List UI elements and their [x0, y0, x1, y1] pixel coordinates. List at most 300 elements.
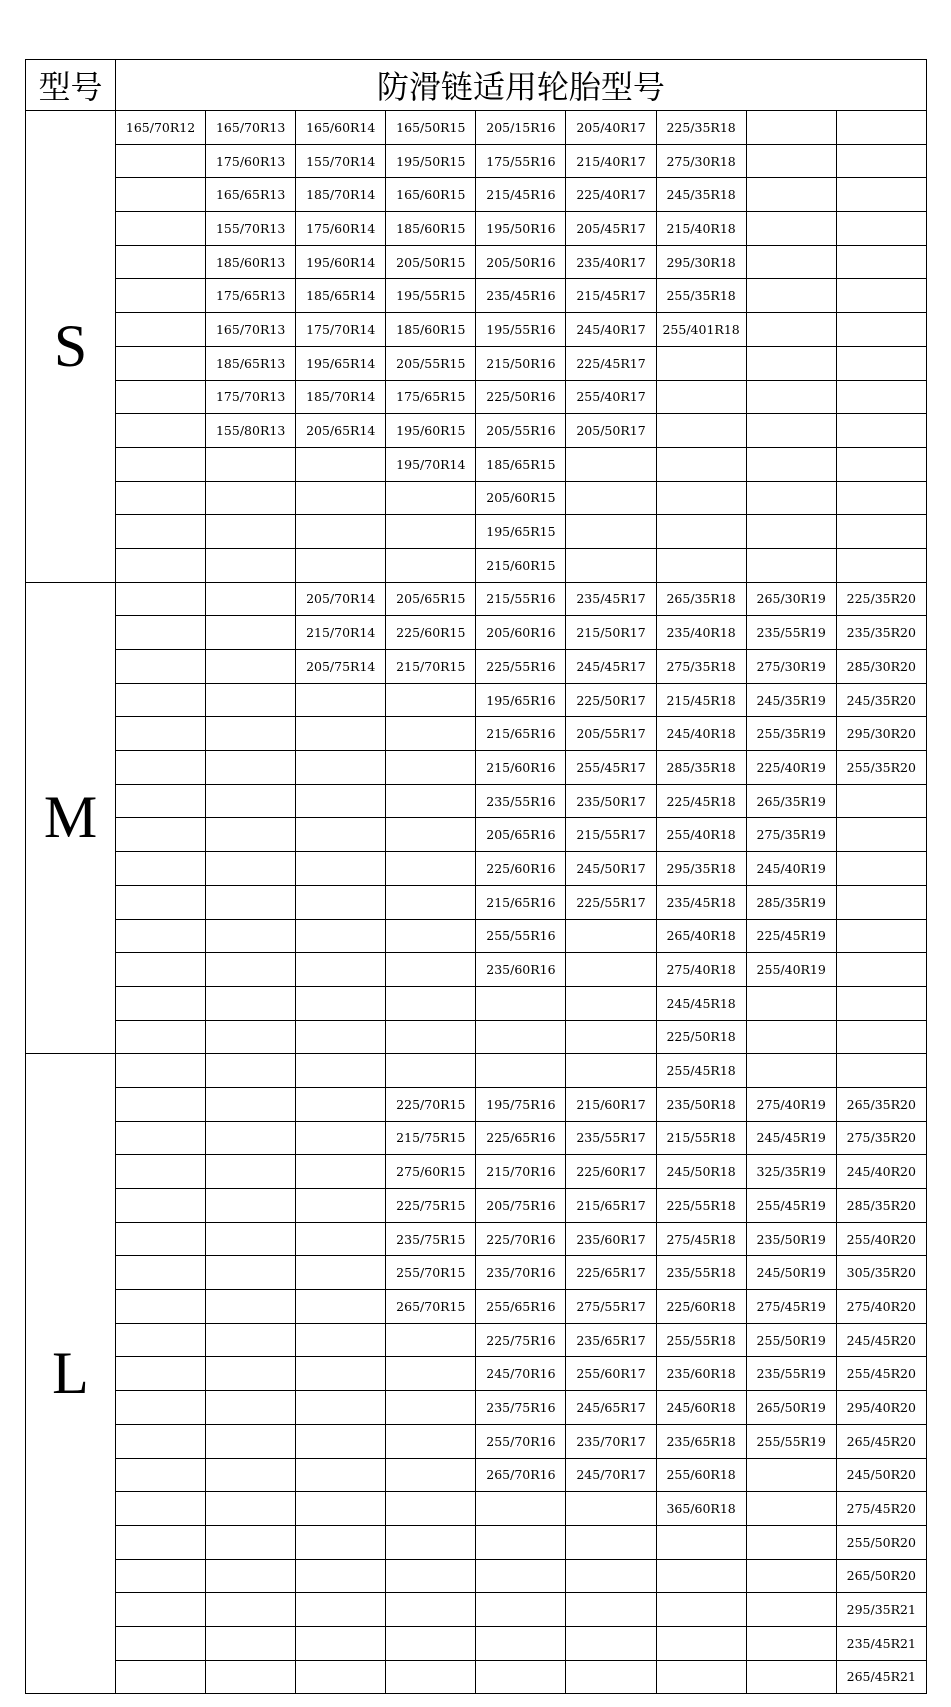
- tire-size-cell: 215/45R18: [656, 683, 746, 717]
- tire-size-cell: [296, 953, 386, 987]
- tire-size-cell: [206, 1087, 296, 1121]
- tire-size-cell: [206, 1626, 296, 1660]
- tire-size-cell: 255/45R17: [566, 751, 656, 785]
- tire-size-cell: [296, 784, 386, 818]
- tire-size-cell: [656, 1525, 746, 1559]
- tire-size-cell: 265/45R21: [836, 1660, 926, 1694]
- tire-size-cell: 215/70R14: [296, 616, 386, 650]
- tire-size-cell: [566, 515, 656, 549]
- tire-size-cell: [386, 784, 476, 818]
- tire-size-cell: [116, 683, 206, 717]
- tire-size-cell: [656, 481, 746, 515]
- tire-size-cell: [746, 1492, 836, 1526]
- tire-size-cell: [296, 751, 386, 785]
- tire-size-cell: 235/55R19: [746, 616, 836, 650]
- tire-size-cell: 255/45R18: [656, 1054, 746, 1088]
- tire-size-cell: [296, 1054, 386, 1088]
- table-row: [26, 1391, 927, 1425]
- tire-size-cell: 185/65R14: [296, 279, 386, 313]
- tire-size-cell: [386, 818, 476, 852]
- tire-size-cell: 255/70R15: [386, 1256, 476, 1290]
- tire-size-cell: 235/45R17: [566, 582, 656, 616]
- tire-size-cell: 155/70R14: [296, 144, 386, 178]
- tire-size-cell: [656, 447, 746, 481]
- tire-size-cell: [206, 1121, 296, 1155]
- tire-size-cell: 205/50R16: [476, 245, 566, 279]
- tire-size-cell: [296, 1323, 386, 1357]
- tire-size-cell: 255/70R16: [476, 1424, 566, 1458]
- table-row: [26, 986, 927, 1020]
- tire-size-cell: 255/40R17: [566, 380, 656, 414]
- tire-size-cell: [386, 1559, 476, 1593]
- tire-size-cell: [116, 650, 206, 684]
- tire-size-cell: [296, 1626, 386, 1660]
- tire-size-cell: [386, 1525, 476, 1559]
- tire-size-cell: 185/60R15: [386, 313, 476, 347]
- tire-size-cell: [566, 1492, 656, 1526]
- tire-size-cell: 225/60R18: [656, 1290, 746, 1324]
- tire-size-cell: [116, 1290, 206, 1324]
- tire-size-cell: [836, 1054, 926, 1088]
- tire-size-cell: [296, 1020, 386, 1054]
- tire-size-cell: 235/60R17: [566, 1222, 656, 1256]
- tire-size-cell: [566, 1525, 656, 1559]
- tire-size-cell: [206, 1458, 296, 1492]
- tire-size-cell: [296, 919, 386, 953]
- table-row: [26, 1256, 927, 1290]
- tire-size-cell: [116, 1020, 206, 1054]
- tire-size-cell: [116, 1660, 206, 1694]
- model-header: 型号: [26, 60, 116, 111]
- tire-size-cell: 235/35R20: [836, 616, 926, 650]
- tire-size-cell: 225/65R16: [476, 1121, 566, 1155]
- tire-size-cell: [386, 515, 476, 549]
- tire-size-cell: [296, 1559, 386, 1593]
- tire-size-cell: 195/65R16: [476, 683, 566, 717]
- tire-size-cell: [296, 1189, 386, 1223]
- tire-size-cell: 245/70R16: [476, 1357, 566, 1391]
- tire-size-cell: [116, 1559, 206, 1593]
- tire-size-cell: [836, 279, 926, 313]
- tire-size-cell: 275/55R17: [566, 1290, 656, 1324]
- table-row: [26, 784, 927, 818]
- tire-size-cell: [296, 1357, 386, 1391]
- table-row: [26, 111, 927, 145]
- tire-size-cell: 235/75R16: [476, 1391, 566, 1425]
- tire-size-cell: [836, 818, 926, 852]
- tire-size-cell: 165/60R15: [386, 178, 476, 212]
- tire-size-cell: [746, 447, 836, 481]
- tire-size-cell: [296, 1121, 386, 1155]
- tire-size-cell: 275/40R18: [656, 953, 746, 987]
- table-row: [26, 1492, 927, 1526]
- tire-size-cell: [116, 784, 206, 818]
- tire-size-cell: 215/60R17: [566, 1087, 656, 1121]
- table-row: [26, 953, 927, 987]
- table-row: [26, 313, 927, 347]
- tire-size-cell: 235/45R21: [836, 1626, 926, 1660]
- tire-size-cell: [296, 1424, 386, 1458]
- tire-size-cell: 245/40R19: [746, 852, 836, 886]
- tire-size-cell: [836, 852, 926, 886]
- tire-size-cell: 225/40R19: [746, 751, 836, 785]
- tire-size-cell: [746, 111, 836, 145]
- tire-size-cell: [206, 1492, 296, 1526]
- table-row: [26, 1155, 927, 1189]
- tire-size-cell: 265/70R16: [476, 1458, 566, 1492]
- tire-size-cell: [386, 683, 476, 717]
- tire-size-cell: 205/55R17: [566, 717, 656, 751]
- tire-size-cell: 195/55R15: [386, 279, 476, 313]
- tire-size-cell: [206, 986, 296, 1020]
- tire-size-cell: 285/35R20: [836, 1189, 926, 1223]
- tire-size-cell: [836, 919, 926, 953]
- tire-size-cell: 245/45R18: [656, 986, 746, 1020]
- tire-size-cell: 275/40R20: [836, 1290, 926, 1324]
- tire-size-cell: [746, 245, 836, 279]
- tire-size-cell: [566, 1593, 656, 1627]
- tire-size-cell: 215/55R18: [656, 1121, 746, 1155]
- tire-size-cell: [116, 818, 206, 852]
- tire-size-cell: [116, 144, 206, 178]
- tire-size-cell: 195/50R16: [476, 212, 566, 246]
- tire-size-cell: [296, 1290, 386, 1324]
- table-row: [26, 1525, 927, 1559]
- tire-size-cell: 265/50R19: [746, 1391, 836, 1425]
- tire-size-cell: [746, 1593, 836, 1627]
- table-row: [26, 818, 927, 852]
- tire-size-cell: 185/60R13: [206, 245, 296, 279]
- tire-size-cell: [476, 1626, 566, 1660]
- tire-size-cell: 215/55R17: [566, 818, 656, 852]
- tire-size-cell: 215/45R17: [566, 279, 656, 313]
- tire-size-cell: 255/55R16: [476, 919, 566, 953]
- tire-size-cell: [746, 1054, 836, 1088]
- tire-size-cell: 225/35R18: [656, 111, 746, 145]
- tire-size-cell: [386, 953, 476, 987]
- tire-size-cell: 205/70R14: [296, 582, 386, 616]
- table-row: [26, 1660, 927, 1694]
- tire-size-cell: 245/35R20: [836, 683, 926, 717]
- table-row: [26, 1189, 927, 1223]
- tire-size-cell: 195/60R15: [386, 414, 476, 448]
- tire-size-cell: [116, 616, 206, 650]
- tire-size-cell: 215/40R18: [656, 212, 746, 246]
- tire-size-cell: 175/65R13: [206, 279, 296, 313]
- tire-size-cell: 245/40R18: [656, 717, 746, 751]
- tire-size-cell: [656, 515, 746, 549]
- size-label-l: L: [26, 1054, 116, 1694]
- tire-size-cell: [656, 548, 746, 582]
- tire-size-cell: 215/70R16: [476, 1155, 566, 1189]
- tire-size-cell: 205/65R14: [296, 414, 386, 448]
- tire-size-cell: 265/40R18: [656, 919, 746, 953]
- table-row: [26, 380, 927, 414]
- tire-size-cell: [296, 717, 386, 751]
- tire-size-cell: 205/65R16: [476, 818, 566, 852]
- tire-size-cell: 225/55R16: [476, 650, 566, 684]
- tire-size-cell: 215/50R17: [566, 616, 656, 650]
- tire-size-cell: 225/40R17: [566, 178, 656, 212]
- tire-size-cell: 245/60R18: [656, 1391, 746, 1425]
- tire-size-cell: [746, 380, 836, 414]
- tire-size-cell: [746, 279, 836, 313]
- table-row: [26, 919, 927, 953]
- tire-size-cell: [206, 1054, 296, 1088]
- size-label-m: M: [26, 582, 116, 1054]
- tire-size-cell: [116, 515, 206, 549]
- tire-size-cell: 285/30R20: [836, 650, 926, 684]
- tire-size-cell: 305/35R20: [836, 1256, 926, 1290]
- tire-size-cell: 265/30R19: [746, 582, 836, 616]
- tire-size-cell: 225/60R15: [386, 616, 476, 650]
- tire-size-cell: [476, 1054, 566, 1088]
- tire-size-cell: [296, 986, 386, 1020]
- tire-size-cell: [206, 1290, 296, 1324]
- tire-size-cell: [116, 751, 206, 785]
- tire-size-cell: [296, 852, 386, 886]
- tire-size-cell: 265/35R18: [656, 582, 746, 616]
- tire-size-cell: 265/35R20: [836, 1087, 926, 1121]
- tire-size-cell: 225/35R20: [836, 582, 926, 616]
- tire-size-cell: [656, 1593, 746, 1627]
- tire-size-cell: [746, 144, 836, 178]
- tire-size-cell: [206, 1020, 296, 1054]
- tire-size-cell: 215/55R16: [476, 582, 566, 616]
- tire-size-cell: [206, 616, 296, 650]
- tire-size-cell: [116, 919, 206, 953]
- tire-size-cell: 235/65R18: [656, 1424, 746, 1458]
- tire-size-cell: 215/60R15: [476, 548, 566, 582]
- tire-size-cell: 235/40R17: [566, 245, 656, 279]
- tire-size-cell: [116, 346, 206, 380]
- table-row: [26, 548, 927, 582]
- tire-size-cell: 245/50R17: [566, 852, 656, 886]
- table-row: [26, 178, 927, 212]
- tire-size-cell: [206, 717, 296, 751]
- tire-size-cell: [206, 650, 296, 684]
- table-row: [26, 279, 927, 313]
- tire-size-cell: 235/70R17: [566, 1424, 656, 1458]
- tire-size-cell: [386, 1626, 476, 1660]
- tire-size-cell: [116, 481, 206, 515]
- tire-size-cell: [206, 953, 296, 987]
- tire-size-cell: [206, 1323, 296, 1357]
- tire-size-cell: 295/35R21: [836, 1593, 926, 1627]
- tire-size-cell: 215/50R16: [476, 346, 566, 380]
- tire-size-cell: 155/80R13: [206, 414, 296, 448]
- tire-size-cell: [206, 1593, 296, 1627]
- tire-size-cell: [116, 1391, 206, 1425]
- tire-size-cell: 245/65R17: [566, 1391, 656, 1425]
- tire-size-cell: [836, 313, 926, 347]
- tire-size-cell: [566, 481, 656, 515]
- tire-size-cell: 235/60R16: [476, 953, 566, 987]
- tire-size-cell: [206, 1525, 296, 1559]
- tire-size-cell: 275/45R20: [836, 1492, 926, 1526]
- tire-size-cell: [116, 1189, 206, 1223]
- table-row: [26, 1593, 927, 1627]
- tire-size-cell: 275/35R18: [656, 650, 746, 684]
- tire-size-cell: [116, 1424, 206, 1458]
- tire-size-cell: [566, 548, 656, 582]
- tire-size-cell: [206, 1189, 296, 1223]
- tire-size-cell: 295/40R20: [836, 1391, 926, 1425]
- tire-size-cell: [296, 481, 386, 515]
- table-row: [26, 1121, 927, 1155]
- tire-size-cell: [656, 346, 746, 380]
- tire-size-cell: [116, 717, 206, 751]
- tire-size-cell: 235/55R19: [746, 1357, 836, 1391]
- tire-size-cell: 295/30R18: [656, 245, 746, 279]
- tire-size-cell: [116, 986, 206, 1020]
- tire-size-cell: [476, 986, 566, 1020]
- tire-size-cell: [206, 919, 296, 953]
- tire-size-cell: 245/50R20: [836, 1458, 926, 1492]
- table-row: [26, 616, 927, 650]
- tire-size-cell: 225/75R16: [476, 1323, 566, 1357]
- tire-size-cell: 195/55R16: [476, 313, 566, 347]
- tire-size-cell: [116, 885, 206, 919]
- tire-size-cell: [206, 1424, 296, 1458]
- tire-size-cell: [206, 548, 296, 582]
- tire-size-cell: [116, 313, 206, 347]
- tire-size-cell: [836, 548, 926, 582]
- tire-size-cell: [656, 380, 746, 414]
- tire-size-cell: [296, 548, 386, 582]
- tire-size-cell: 225/70R16: [476, 1222, 566, 1256]
- table-row: [26, 852, 927, 886]
- tire-size-cell: 215/65R16: [476, 717, 566, 751]
- tire-size-cell: 205/55R16: [476, 414, 566, 448]
- tire-size-cell: 165/50R15: [386, 111, 476, 145]
- tire-size-cell: [206, 852, 296, 886]
- tire-size-cell: 255/40R19: [746, 953, 836, 987]
- tire-size-cell: [746, 414, 836, 448]
- tire-size-cell: [746, 986, 836, 1020]
- tire-size-cell: [296, 447, 386, 481]
- tire-size-cell: [476, 1020, 566, 1054]
- tire-size-cell: 195/65R14: [296, 346, 386, 380]
- tire-size-cell: 205/75R14: [296, 650, 386, 684]
- tire-size-cell: [116, 1626, 206, 1660]
- tire-size-cell: [206, 1155, 296, 1189]
- tire-size-cell: [836, 885, 926, 919]
- tire-size-cell: 225/50R17: [566, 683, 656, 717]
- tire-size-cell: 225/55R17: [566, 885, 656, 919]
- tire-size-cell: 265/50R20: [836, 1559, 926, 1593]
- tire-size-cell: 255/55R19: [746, 1424, 836, 1458]
- tire-size-cell: 275/45R19: [746, 1290, 836, 1324]
- tire-size-cell: [116, 953, 206, 987]
- tire-size-cell: [746, 1626, 836, 1660]
- tire-size-cell: 185/70R14: [296, 178, 386, 212]
- tire-size-cell: 175/60R13: [206, 144, 296, 178]
- table-row: [26, 144, 927, 178]
- tire-size-cell: [206, 1256, 296, 1290]
- tire-size-cell: [566, 1020, 656, 1054]
- tire-size-cell: 255/40R18: [656, 818, 746, 852]
- tire-size-cell: 255/35R19: [746, 717, 836, 751]
- tire-size-cell: 245/45R20: [836, 1323, 926, 1357]
- tire-size-cell: 255/55R18: [656, 1323, 746, 1357]
- tire-size-cell: 165/60R14: [296, 111, 386, 145]
- tire-size-cell: 235/50R17: [566, 784, 656, 818]
- tire-size-cell: 275/35R20: [836, 1121, 926, 1155]
- tire-size-cell: [116, 852, 206, 886]
- tire-size-cell: 265/45R20: [836, 1424, 926, 1458]
- tire-size-cell: 165/65R13: [206, 178, 296, 212]
- tire-size-cell: 215/40R17: [566, 144, 656, 178]
- tire-size-cell: 235/45R18: [656, 885, 746, 919]
- tire-size-cell: 325/35R19: [746, 1155, 836, 1189]
- tire-size-cell: 205/50R15: [386, 245, 476, 279]
- tire-size-cell: 205/55R15: [386, 346, 476, 380]
- tire-size-cell: [566, 1054, 656, 1088]
- table-row: [26, 1087, 927, 1121]
- tire-size-cell: [476, 1660, 566, 1694]
- tire-size-cell: 235/70R16: [476, 1256, 566, 1290]
- tire-size-cell: 225/45R17: [566, 346, 656, 380]
- tire-size-cell: [116, 1323, 206, 1357]
- tire-size-cell: [116, 245, 206, 279]
- tire-size-cell: [836, 212, 926, 246]
- tire-size-cell: [296, 1391, 386, 1425]
- tire-size-cell: 245/45R17: [566, 650, 656, 684]
- tire-size-cell: 255/65R16: [476, 1290, 566, 1324]
- tire-size-cell: 265/70R15: [386, 1290, 476, 1324]
- tire-size-cell: [746, 1559, 836, 1593]
- tire-size-cell: [116, 212, 206, 246]
- tire-size-cell: [836, 784, 926, 818]
- tire-size-cell: 275/60R15: [386, 1155, 476, 1189]
- tire-size-cell: [386, 717, 476, 751]
- table-row: [26, 1458, 927, 1492]
- tire-size-cell: [836, 515, 926, 549]
- tire-size-cell: [476, 1492, 566, 1526]
- tire-size-cell: [746, 1660, 836, 1694]
- tire-size-cell: 215/60R16: [476, 751, 566, 785]
- tire-size-cell: 225/65R17: [566, 1256, 656, 1290]
- tire-size-cell: [656, 414, 746, 448]
- table-row: [26, 414, 927, 448]
- tire-size-cell: [566, 1626, 656, 1660]
- tire-size-cell: 255/401R18: [656, 313, 746, 347]
- table-row: [26, 481, 927, 515]
- table-row: [26, 582, 927, 616]
- tire-size-cell: [386, 1458, 476, 1492]
- tire-size-cell: 235/55R18: [656, 1256, 746, 1290]
- tire-size-cell: [296, 1525, 386, 1559]
- tire-size-cell: [116, 1458, 206, 1492]
- table-row: [26, 751, 927, 785]
- tire-size-cell: [296, 818, 386, 852]
- tire-size-cell: 255/40R20: [836, 1222, 926, 1256]
- tire-size-cell: [836, 245, 926, 279]
- tire-size-cell: [116, 380, 206, 414]
- tire-size-cell: 175/60R14: [296, 212, 386, 246]
- tire-size-cell: 215/45R16: [476, 178, 566, 212]
- tire-size-cell: [296, 1155, 386, 1189]
- tire-size-cell: 205/60R16: [476, 616, 566, 650]
- table-row: [26, 346, 927, 380]
- tire-size-cell: [566, 1559, 656, 1593]
- tire-size-cell: [206, 885, 296, 919]
- tire-size-cell: 205/50R17: [566, 414, 656, 448]
- tire-size-cell: [386, 1660, 476, 1694]
- table-row: [26, 1323, 927, 1357]
- tire-size-cell: 155/70R13: [206, 212, 296, 246]
